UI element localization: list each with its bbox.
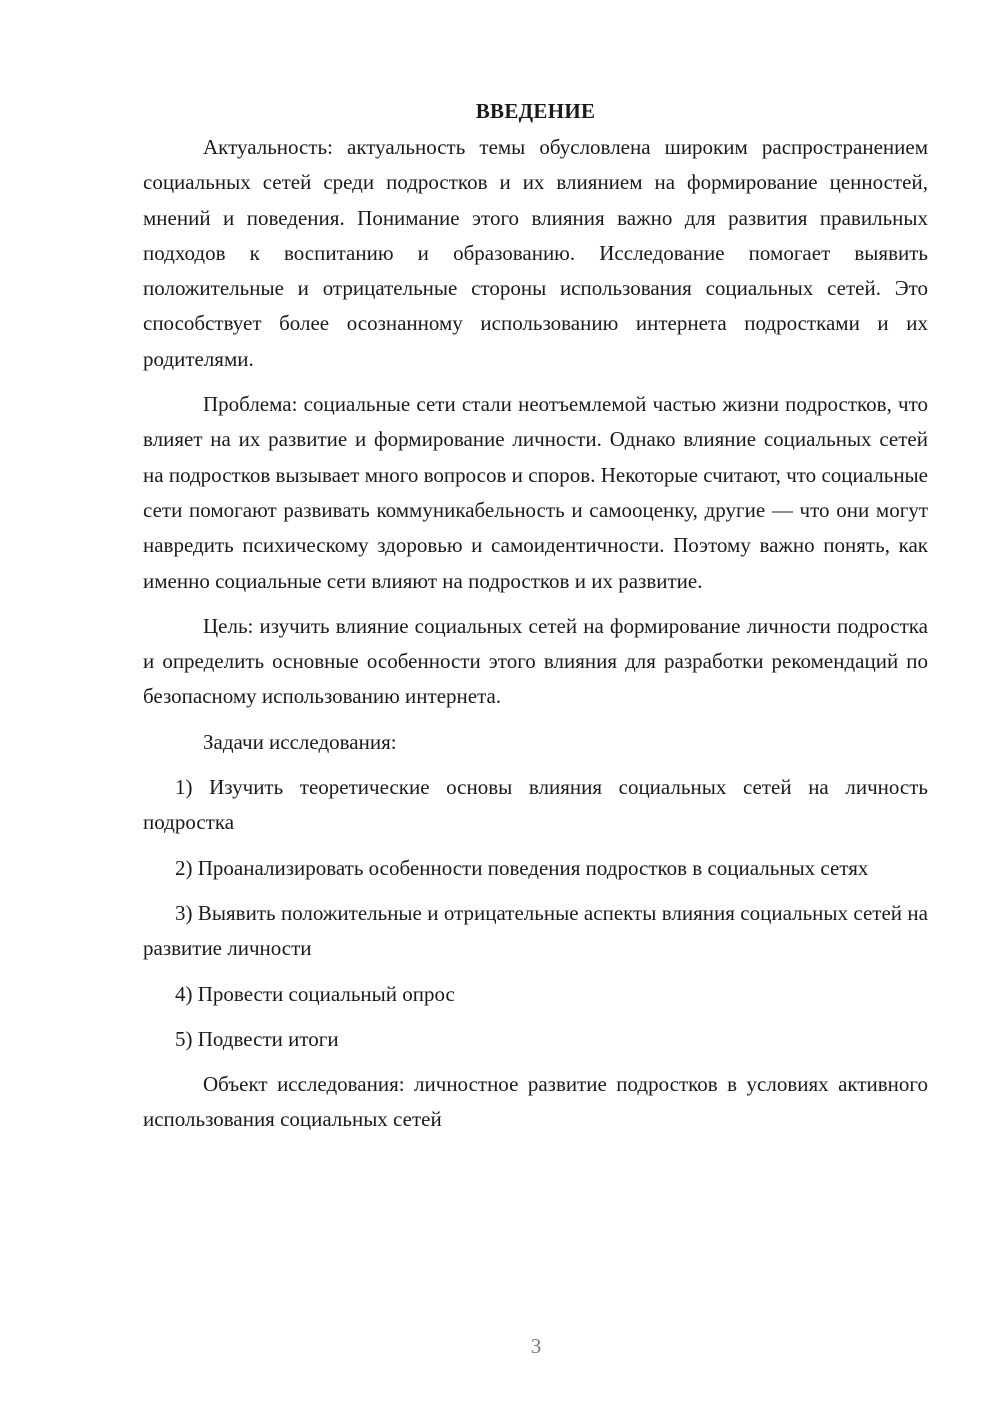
object-paragraph: Объект исследования: личностное развитие подростков в условиях активного использования социальных сетей	[143, 1072, 928, 1132]
task-item-5: 5) Подвести итоги	[175, 1026, 339, 1051]
goal-paragraph: Цель: изучить влияние социальных сетей на формирование личности подростка и определить основные особенности этого влияния для разработки рекомендаций по безопасному использованию интернета.	[143, 613, 928, 709]
page-title: ВВЕДЕНИЕ	[475, 99, 596, 123]
task-item-1: 1) Изучить теоретические основы влияния социальных сетей на личность подростка	[143, 775, 928, 835]
relevance-paragraph: Актуальность: актуальность темы обусловлена широким распространением социальных сетей среди подростков и их влиянием на формирование ценностей, мнений и поведения. Понимание этого влияния важно для развития правильных подходов к воспитанию и образованию. Исследование помогает выявить положительные и отрицательные стороны использования социальных сетей. Это способствует более осознанному использованию интернета подростками и их родителями.	[143, 135, 928, 371]
problem-paragraph: Проблема: социальные сети стали неотъемлемой частью жизни подростков, что влияет на их развитие и формирование личности. Однако влияние социальных сетей на подростков вызывает много вопросов и споров. Некоторые считают, что социальные сети помогают развивать коммуникабельность и самооценку, другие — что они могут навредить психическому здоровью и самоидентичности. Поэтому важно понять, как именно социальные сети влияют на подростков и их развитие.	[143, 392, 928, 593]
tasks-heading: Задачи исследования:	[203, 729, 397, 754]
document-page	[143, 96, 928, 1148]
task-item-4: 4) Провести социальный опрос	[175, 981, 455, 1006]
task-item-3: 3) Выявить положительные и отрицательные аспекты влияния социальных сетей на развитие личности	[143, 900, 928, 961]
task-item-2: 2) Проанализировать особенности поведения подростков в социальных сетях	[175, 855, 869, 880]
page-number: 3	[530, 1334, 542, 1358]
